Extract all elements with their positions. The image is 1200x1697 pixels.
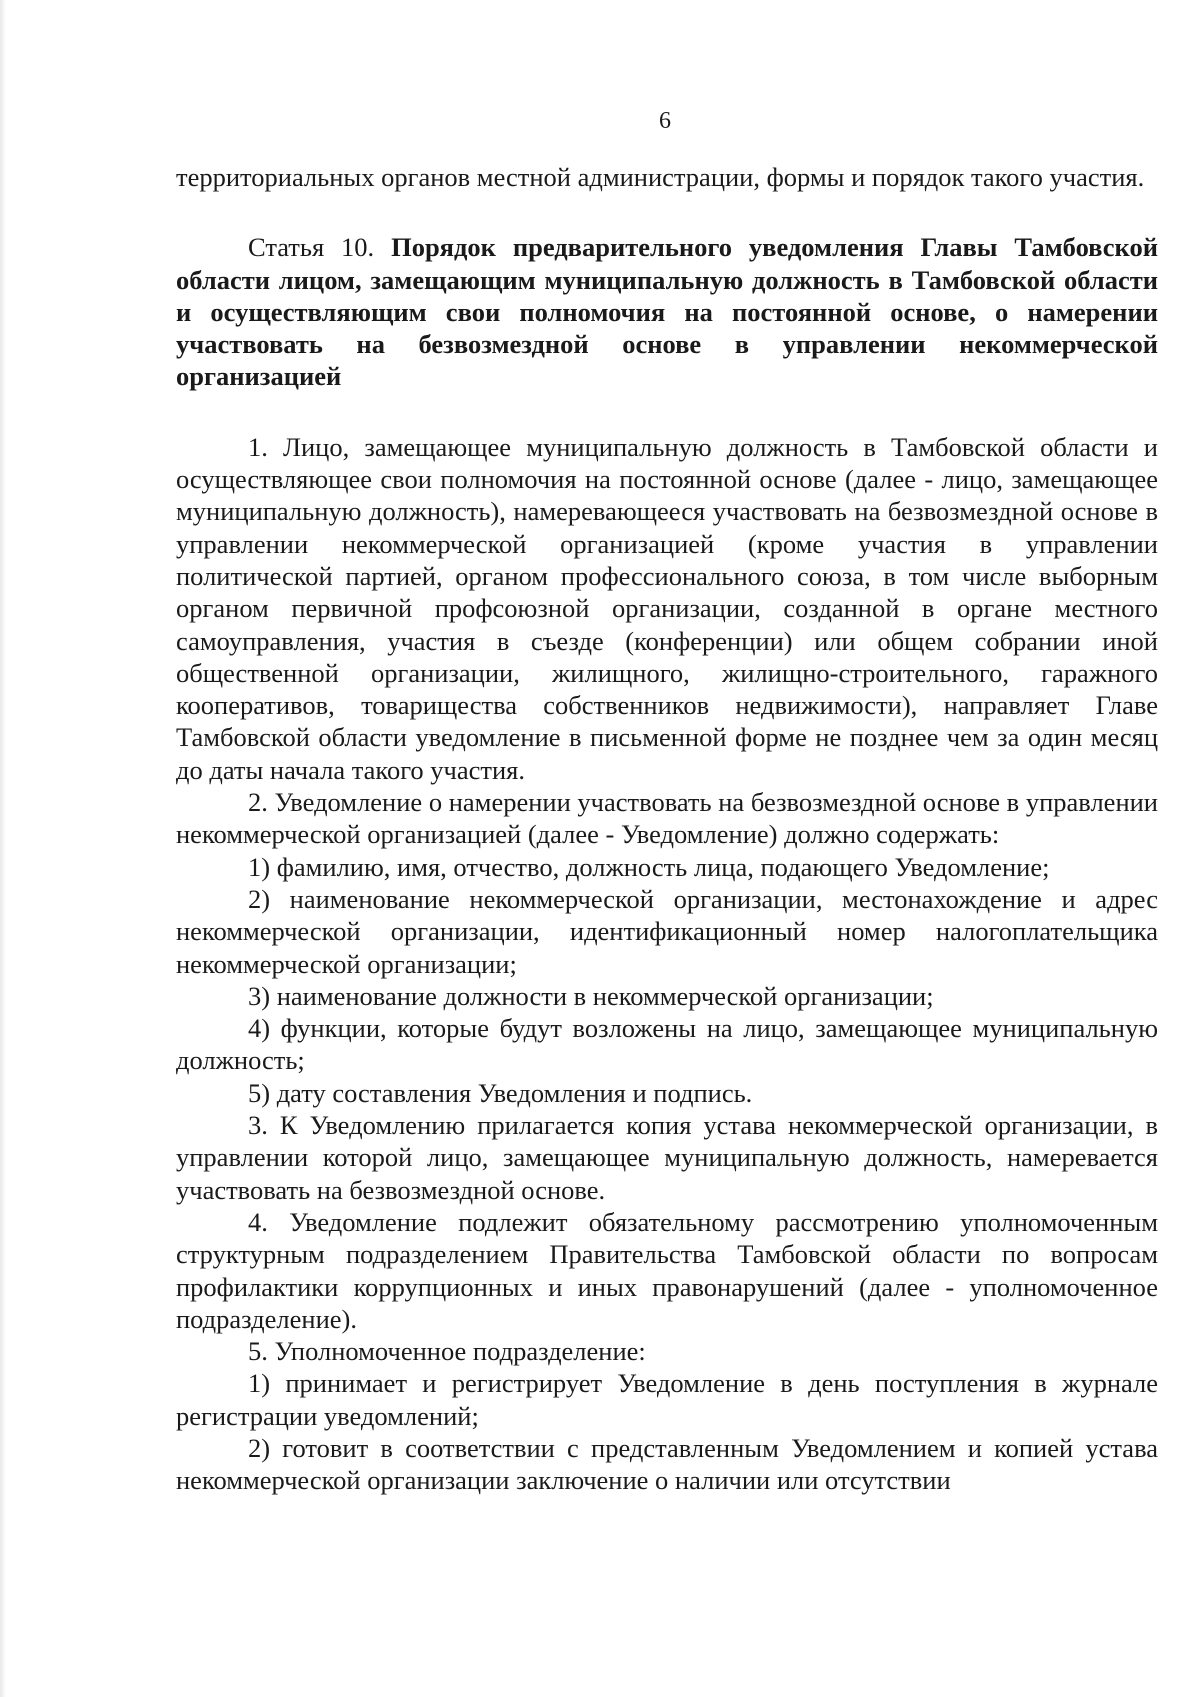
paragraph-item-1: 1. Лицо, замещающее муниципальную должность в Тамбовской области и осуществляющее свои полномочия на постоянной основе (далее - лицо, замещающее муниципальную должность), намеревающееся участвовать на безвозмездной основе в управлении некоммерческой организацией (кроме участия в управлении политической партией, органом профессионального союза, в том числе выборным органом первичной профсоюзной организации, созданной в органе местного самоуправления, участия в съезде (конференции) или общем собрании иной общественной организации, жилищного, жилищно-строительного, гаражного кооперативов, товарищества собственников недвижимости), направляет Главе Тамбовской области уведомление в письменной форме не позднее чем за один месяц до даты начала такого участия. xyxy=(176,431,1158,785)
article-heading xyxy=(176,231,1158,392)
paragraph-item-4: 4. Уведомление подлежит обязательному рассмотрению уполномоченным структурным подразделением Правительства Тамбовской области по вопросам профилактики коррупционных и иных правонарушений (далее - уполномоченное подразделение). xyxy=(176,1206,1158,1334)
page-number: 6 xyxy=(659,108,671,134)
list-item-organization-name: 2) наименование некоммерческой организации, местонахождение и адрес некоммерческой организации, идентификационный номер налогоплательщика некоммерческой организации; xyxy=(176,883,1158,979)
paragraph-item-3: 3. К Уведомлению прилагается копия устава некоммерческой организации, в управлении которой лицо, замещающее муниципальную должность, намеревается участвовать на безвозмездной основе. xyxy=(176,1110,1158,1205)
article-title: Порядок предварительного уведомления Главы Тамбовской области лицом, замещающим муниципальную должность в Тамбовской области и осуществляющим свои полномочия на постоянной основе, о намерении участвовать на безвозмездной основе в управлении некоммерческой организацией xyxy=(176,232,1158,392)
list-item-functions: 4) функции, которые будут возложены на лицо, замещающее муниципальную должность; xyxy=(176,1013,1158,1076)
document-body xyxy=(176,161,1158,1497)
paragraph-item-2: 2. Уведомление о намерении участвовать на безвозмездной основе в управлении некоммерческой организацией (далее - Уведомление) должно содержать: xyxy=(176,787,1158,850)
paragraph-item-5: 5. Уполномоченное подразделение: xyxy=(248,1336,646,1367)
article-number: Статья 10. xyxy=(248,232,375,263)
scan-edge-shadow xyxy=(0,0,6,1697)
list-item-position: 3) наименование должности в некоммерческой организации; xyxy=(248,980,934,1011)
list-item-date-signature: 5) дату составления Уведомления и подпись. xyxy=(248,1077,753,1108)
list-item-prepares-conclusion: 2) готовит в соответствии с представленным Уведомлением и копией устава некоммерческой организации заключение о наличии или отсутствии xyxy=(176,1432,1158,1496)
list-item-surname: 1) фамилию, имя, отчество, должность лица, подающего Уведомление; xyxy=(248,851,1050,882)
list-item-registers: 1) принимает и регистрирует Уведомление в день поступления в журнале регистрации уведомлений; xyxy=(176,1368,1158,1431)
intro-paragraph: территориальных органов местной администрации, формы и порядок такого участия. xyxy=(176,162,1145,192)
